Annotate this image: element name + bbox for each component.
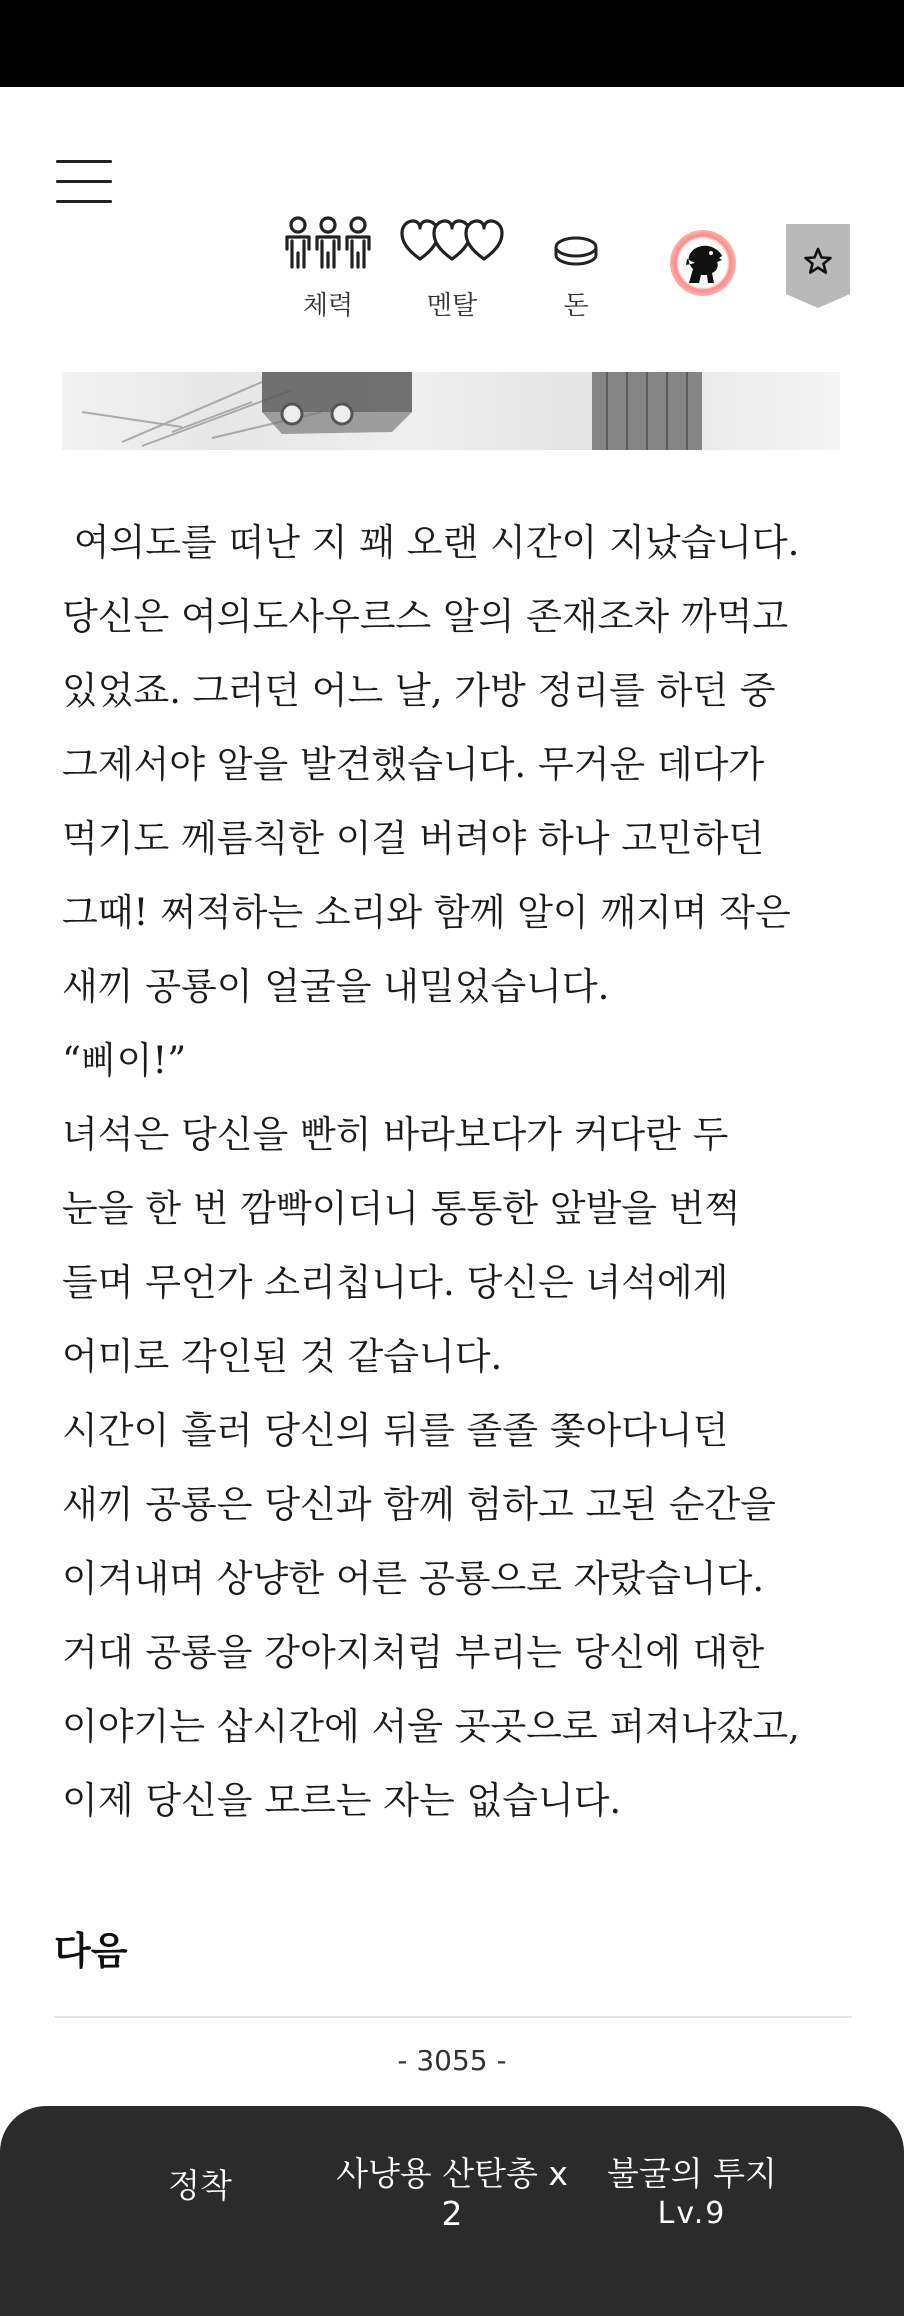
- next-section-title: 다음: [54, 1929, 128, 1973]
- choice-label: 사냥용 산탄총 x 2: [336, 2154, 568, 2233]
- status-bar: [0, 0, 904, 87]
- story-line: 새끼 공룡이 얼굴을 내밀었습니다.: [62, 965, 610, 1008]
- menu-icon-line: [56, 200, 112, 203]
- choice-perseverance-button[interactable]: [582, 2154, 802, 2234]
- stat-body: [282, 215, 374, 322]
- dinosaur-icon: [681, 239, 727, 287]
- story-line: 새끼 공룡은 당신과 함께 험하고 고된 순간을: [62, 1483, 776, 1526]
- story-line: “삐이!”: [62, 1039, 187, 1082]
- stat-mental: [400, 215, 504, 322]
- choice-label: 정착: [168, 2166, 232, 2205]
- story-line: 녀석은 당신을 빤히 바라보다가 커다란 두: [62, 1113, 729, 1156]
- bookmark-button[interactable]: [786, 224, 850, 308]
- story-line: 이겨내며 상냥한 어른 공룡으로 자랐습니다.: [62, 1557, 765, 1600]
- stat-money: [546, 215, 606, 322]
- page-number: - 3055 -: [397, 2044, 507, 2077]
- story-line: 그제서야 알을 발견했습니다. 무거운 데다가: [62, 743, 765, 786]
- story-line: 어미로 각인된 것 같습니다.: [62, 1335, 503, 1378]
- story-line: 먹기도 께름칙한 이걸 버려야 하나 고민하던: [62, 817, 765, 860]
- avatar[interactable]: [670, 230, 736, 296]
- story-line: 눈을 한 번 깜빡이더니 통통한 앞발을 번쩍: [62, 1187, 741, 1230]
- stat-body-label: 체력: [302, 291, 354, 321]
- choice-shotgun-button[interactable]: [322, 2154, 582, 2234]
- divider: [54, 2016, 852, 2018]
- story-line: 당신은 여의도사우르스 알의 존재조차 까먹고: [62, 595, 789, 638]
- story-line: 여의도를 떠난 지 꽤 오랜 시간이 지났습니다.: [62, 521, 800, 564]
- story-text: [62, 506, 862, 1838]
- three-people-icon: [282, 215, 374, 271]
- story-line: 거대 공룡을 강아지처럼 부리는 당신에 대한: [62, 1631, 765, 1674]
- story-line: 있었죠. 그러던 어느 날, 가방 정리를 하던 중: [62, 669, 776, 712]
- stat-money-label: 돈: [563, 291, 589, 321]
- choice-settle-button[interactable]: [140, 2166, 260, 2206]
- menu-icon-line: [56, 180, 112, 183]
- story-line: 이제 당신을 모르는 자는 없습니다.: [62, 1779, 622, 1822]
- story-line: 들며 무언가 소리칩니다. 당신은 녀석에게: [62, 1261, 729, 1304]
- stat-mental-label: 멘탈: [426, 291, 478, 321]
- three-hearts-icon: [400, 215, 504, 271]
- choice-level: Lv.9: [657, 2196, 727, 2231]
- story-line: 시간이 흘러 당신의 뒤를 졸졸 쫓아다니던: [62, 1409, 729, 1452]
- menu-button[interactable]: [56, 158, 118, 206]
- story-illustration: [62, 372, 840, 450]
- coin-icon: [546, 215, 606, 271]
- menu-icon-line: [56, 160, 112, 163]
- story-line: 그때! 쩌적하는 소리와 함께 알이 깨지며 작은: [62, 891, 791, 934]
- story-line: 이야기는 삽시간에 서울 곳곳으로 퍼져나갔고,: [62, 1705, 800, 1748]
- choice-label: 불굴의 투지: [607, 2154, 777, 2193]
